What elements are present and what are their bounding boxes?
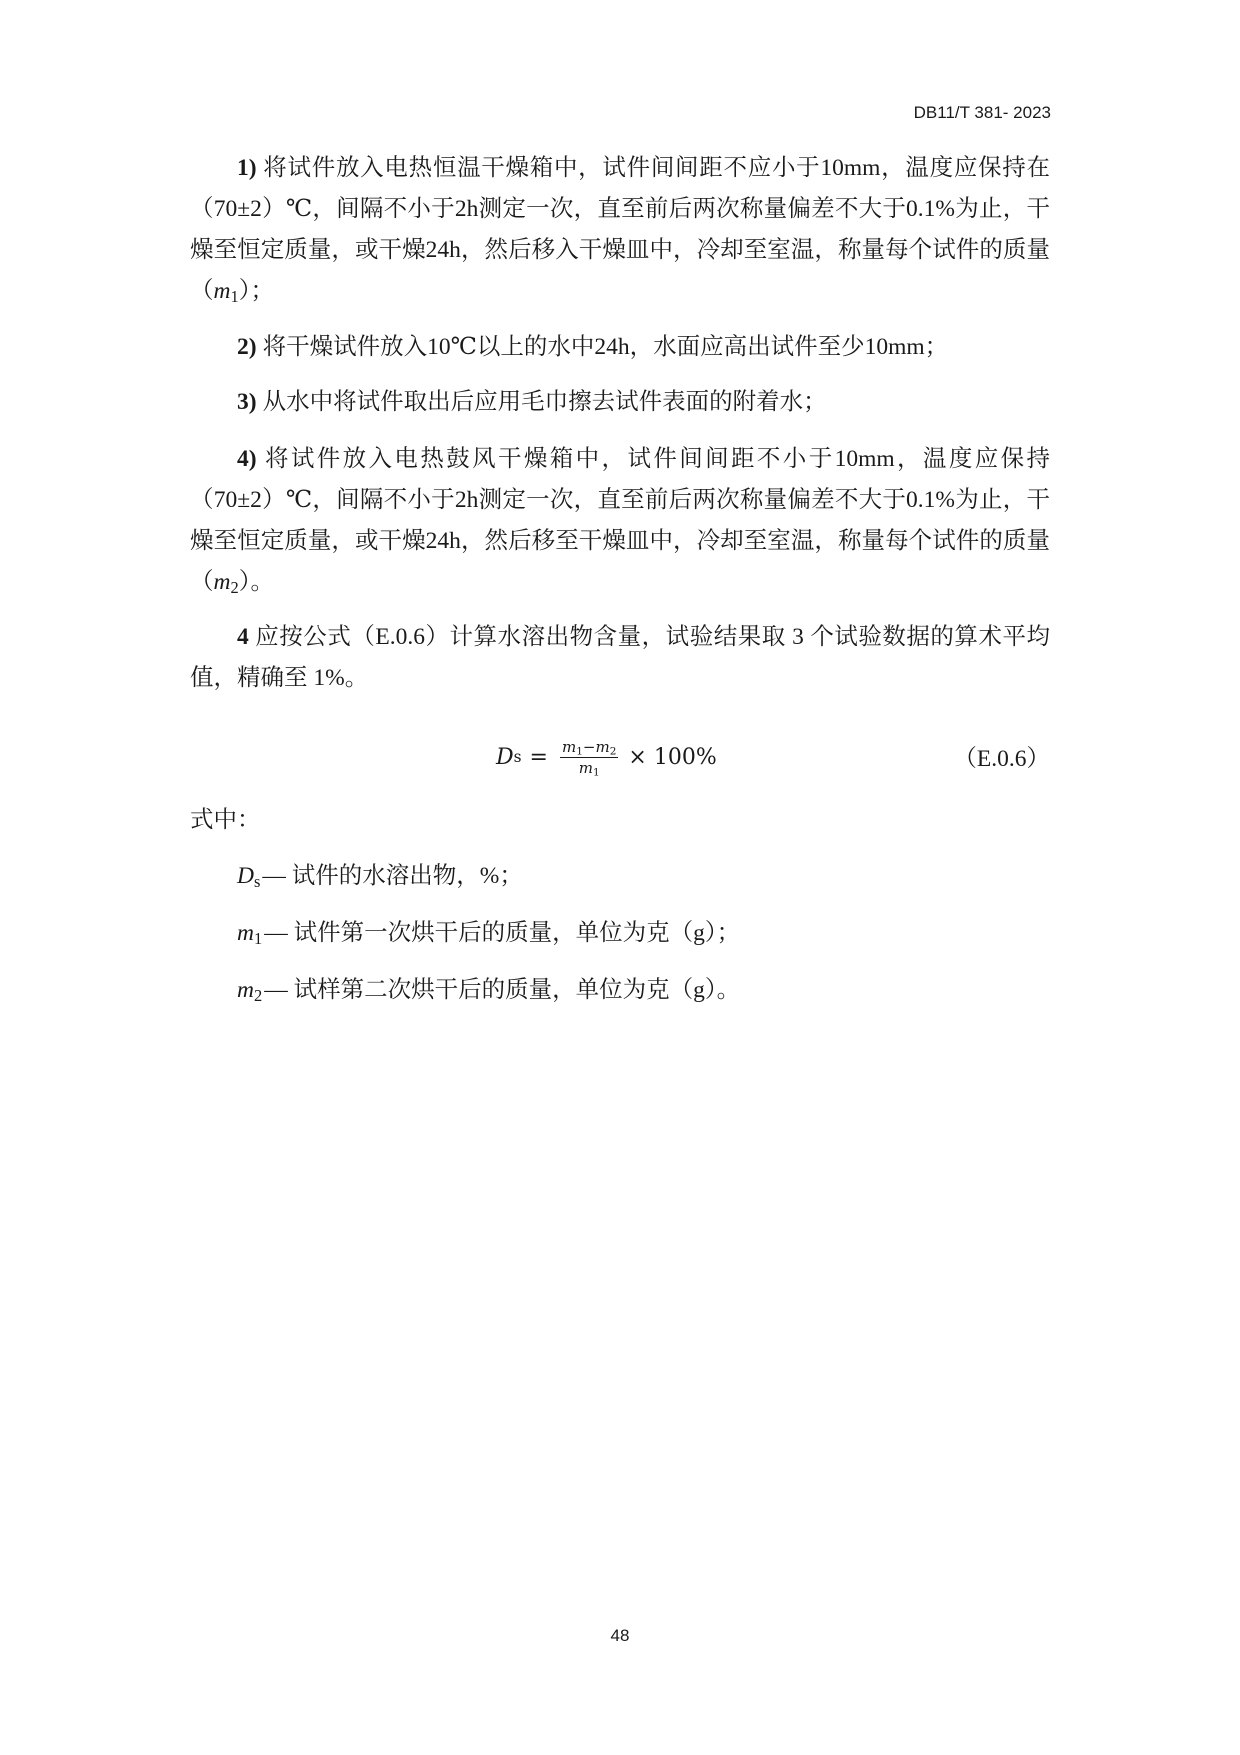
formula-denominator: [579, 758, 600, 777]
step-3: [190, 382, 1050, 423]
document-code: DB11/T 381- 2023: [913, 103, 1051, 122]
step-text: 将试件放入电热恒温干燥箱中，试件间间距不应小于10mm，温度应保持在（70±2）℃，间隔不小于2h测定一次，直至前后两次称量偏差不大于0.1%为止，干燥至恒定质量，或干燥24h，然后移入干燥皿中，冷却至室温，称量每个试件的质量（: [190, 155, 1050, 304]
subscript: 2: [230, 578, 239, 598]
page-number: 48: [610, 1626, 630, 1645]
def-text: — 试样第二次烘干后的质量，单位为克（g）。: [264, 977, 741, 1003]
denominator-var: m: [578, 758, 593, 777]
subscript: 1: [230, 287, 239, 307]
variable: m: [213, 569, 231, 595]
formula-equals: =: [529, 744, 548, 770]
def-var: D: [237, 863, 254, 889]
denominator-sub: 1: [592, 766, 600, 779]
def-sub: 1: [253, 929, 263, 949]
step-text: 将干燥试件放入10℃以上的水中24h，水面应高出试件至少10mm；: [262, 334, 949, 360]
step-number: 3): [237, 389, 257, 415]
def-var: m: [237, 920, 254, 946]
variable: m: [213, 278, 231, 304]
def-sub: 2: [253, 986, 263, 1006]
step-text-tail: ）。: [238, 569, 274, 595]
formula-fraction: [560, 738, 618, 777]
step-text: 将试件放入电热鼓风干燥箱中，试件间间距不小于10mm，温度应保持（70±2）℃，间隔不小于2h测定一次，直至前后两次称量偏差不大于0.1%为止，干燥至恒定质量，或干燥24h，然后移至干燥皿中，冷却至室温，称量每个试件的质量（: [190, 446, 1050, 595]
numerator-var-1: m: [561, 737, 577, 756]
formula-e06: [190, 727, 1050, 787]
formula-expression: D s = $\frac{m_1-m_2}{m_1}$ × 100%: [496, 737, 717, 779]
formula-lhs-var: D: [496, 744, 514, 770]
where-label: 式中：: [190, 807, 261, 833]
step-number: 1): [237, 155, 257, 181]
step-text-tail: ）；: [238, 278, 274, 304]
numerator-var-2: m: [595, 737, 610, 756]
formula-numerator: [560, 738, 618, 758]
step-number: 2): [237, 334, 257, 360]
clause-4: [190, 617, 1050, 699]
step-number: 4): [237, 446, 257, 472]
def-text: — 试件的水溶出物，%；: [262, 863, 523, 889]
step-1: [190, 148, 1050, 312]
numerator-minus: −: [582, 737, 596, 756]
def-var: m: [237, 977, 254, 1003]
definition-m2: [237, 970, 740, 1011]
step-text: 从水中将试件取出后应用毛巾擦去试件表面的附着水；: [262, 389, 827, 415]
step-4: [190, 439, 1050, 603]
step-2: [190, 327, 1050, 368]
clause-text: 应按公式（E.0.6）计算水溶出物含量，试验结果取 3 个试验数据的算术平均值，精确至 1%。: [190, 624, 1050, 691]
clause-number: 4: [237, 624, 249, 650]
numerator-sub-1: 1: [576, 745, 583, 758]
formula-times: × 100%: [628, 744, 717, 770]
definition-m1: [237, 913, 740, 954]
formula-label: （E.0.6）: [953, 746, 1050, 772]
def-text: — 试件第一次烘干后的质量，单位为克（g）；: [264, 920, 741, 946]
definition-ds: [237, 856, 523, 897]
def-sub: s: [253, 872, 261, 892]
numerator-sub-2: 2: [609, 745, 617, 758]
